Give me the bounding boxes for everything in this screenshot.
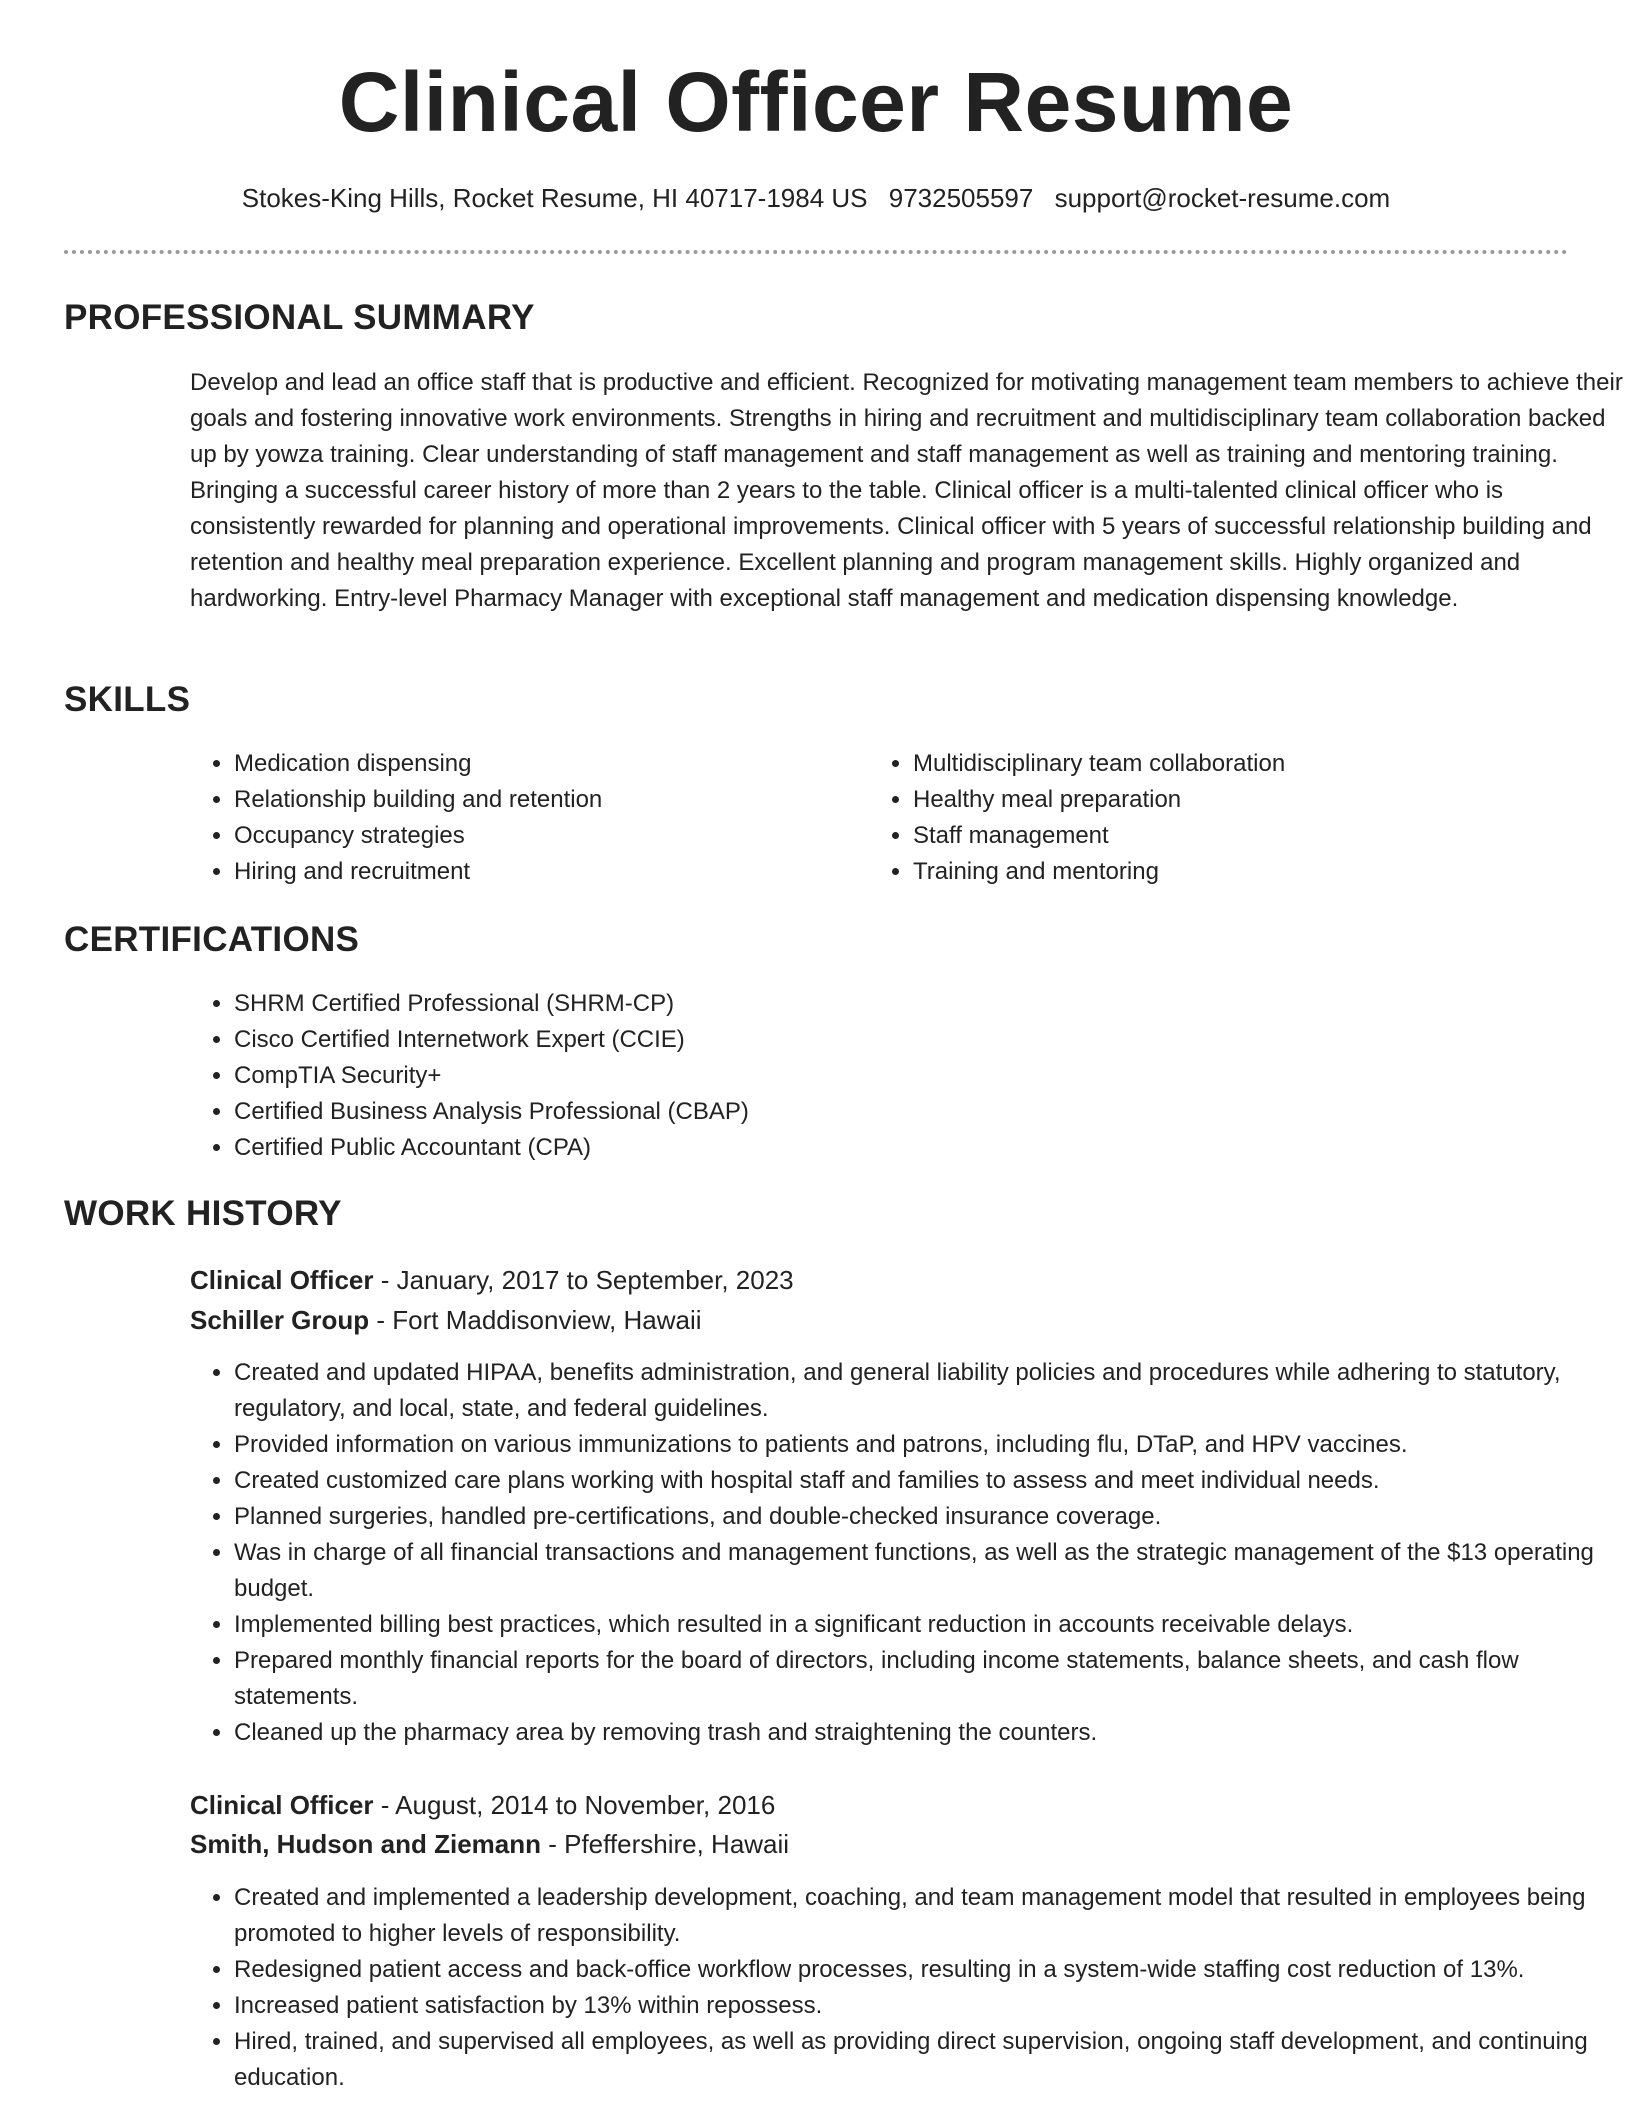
job-company-line: [190, 1301, 702, 1339]
skills-list-right: [869, 746, 1593, 890]
job-dates: - August, 2014 to November, 2016: [373, 1790, 776, 1820]
list-item: • Medication dispensing: [234, 746, 834, 782]
list-item: • Implemented billing best practices, which resulted in a significant reduction in accounts receivable delays.: [234, 1607, 1604, 1643]
job-location: - Pfeffershire, Hawaii: [541, 1829, 790, 1859]
list-item: • Created and implemented a leadership development, coaching, and team management model that resulted in employees being promoted to higher levels of responsibility.: [234, 1880, 1604, 1952]
section-title-certifications: CERTIFICATIONS: [64, 920, 360, 959]
list-item: • Relationship building and retention: [234, 782, 834, 818]
job-dates: - January, 2017 to September, 2023: [373, 1265, 794, 1295]
summary-text: Develop and lead an office staff that is productive and efficient. Recognized for motivating management team members to achieve their goals and fostering innovative work environments. Strengths in hiring and recruitment and multidisciplinary team collaboration backed up by yowza training. Clear understanding of staff management and staff management as well as training and mentoring training. Bringing a successful career history of more than 2 years to the table. Clinical officer is a multi-talented clinical officer who is consistently rewarded for planning and operational improvements. Clinical officer with 5 years of successful relationship building and retention and healthy meal preparation experience. Excellent planning and program management skills. Highly organized and hardworking. Entry-level Pharmacy Manager with exceptional staff management and medication dispensing knowledge.: [190, 369, 1623, 612]
section-title-skills: SKILLS: [64, 680, 191, 719]
contact-address: Stokes-King Hills, Rocket Resume, HI 40717-1984 US: [241, 183, 868, 213]
section-title-summary: PROFESSIONAL SUMMARY: [64, 298, 535, 337]
list-item: • CompTIA Security+: [234, 1058, 1534, 1094]
contact-phone: 9732505597: [888, 183, 1034, 213]
list-item: • Planned surgeries, handled pre-certifications, and double-checked insurance coverage.: [234, 1499, 1604, 1535]
list-item: • Healthy meal preparation: [913, 782, 1593, 818]
list-item: • SHRM Certified Professional (SHRM-CP): [234, 986, 1534, 1022]
list-item: • Staff management: [913, 818, 1593, 854]
list-item: • Certified Business Analysis Professional (CBAP): [234, 1094, 1534, 1130]
header-divider: [64, 250, 1568, 254]
job-bullets: [190, 1880, 1604, 2096]
list-item: • Training and mentoring: [913, 854, 1593, 890]
contact-email: support@rocket-resume.com: [1054, 183, 1391, 213]
job-company: Smith, Hudson and Ziemann: [190, 1829, 542, 1859]
list-item: • Created customized care plans working with hospital staff and families to assess and meet individual needs.: [234, 1463, 1604, 1499]
list-item: • Was in charge of all financial transactions and management functions, as well as the strategic management of the $13 operating budget.: [234, 1535, 1604, 1607]
list-item: • Provided information on various immunizations to patients and patrons, including flu, DTaP, and HPV vaccines.: [234, 1427, 1604, 1463]
job-title: Clinical Officer: [190, 1790, 374, 1820]
job-company: Schiller Group: [190, 1305, 370, 1335]
contact-line: [64, 180, 1568, 216]
job-bullets: [190, 1355, 1604, 1751]
job-title-line: [190, 1261, 794, 1299]
section-title-work-history: WORK HISTORY: [64, 1194, 342, 1233]
skills-list-left: [190, 746, 834, 890]
list-item: • Created and updated HIPAA, benefits administration, and general liability policies and procedures while adhering to statutory, regulatory, and local, state, and federal guidelines.: [234, 1355, 1604, 1427]
list-item: • Certified Public Accountant (CPA): [234, 1130, 1534, 1166]
list-item: • Occupancy strategies: [234, 818, 834, 854]
page-title: Clinical Officer Resume: [338, 55, 1294, 149]
list-item: • Redesigned patient access and back-office workflow processes, resulting in a system-wide staffing cost reduction of 13%.: [234, 1952, 1604, 1988]
job-location: - Fort Maddisonview, Hawaii: [369, 1305, 702, 1335]
list-item: • Cleaned up the pharmacy area by removing trash and straightening the counters.: [234, 1715, 1604, 1751]
certifications-list: [190, 986, 1534, 1166]
list-item: • Hired, trained, and supervised all employees, as well as providing direct supervision, ongoing staff development, and continuing education.: [234, 2024, 1604, 2096]
list-item: • Multidisciplinary team collaboration: [913, 746, 1593, 782]
list-item: • Cisco Certified Internetwork Expert (CCIE): [234, 1022, 1534, 1058]
job-company-line: [190, 1825, 789, 1863]
list-item: • Prepared monthly financial reports for the board of directors, including income statements, balance sheets, and cash flow statements.: [234, 1643, 1604, 1715]
list-item: • Increased patient satisfaction by 13% within repossess.: [234, 1988, 1604, 2024]
job-title: Clinical Officer: [190, 1265, 374, 1295]
list-item: • Hiring and recruitment: [234, 854, 834, 890]
job-title-line: [190, 1786, 775, 1824]
